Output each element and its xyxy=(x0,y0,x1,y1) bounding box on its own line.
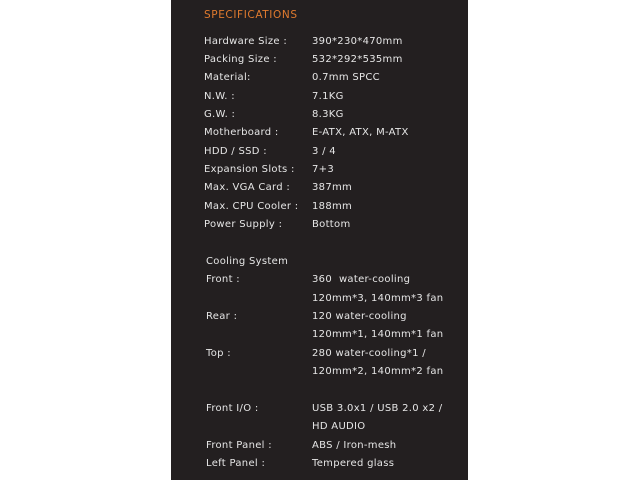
spec-label: Expansion Slots : xyxy=(204,164,295,175)
cooling-row-front-cont xyxy=(171,290,468,308)
spec-value: 3 / 4 xyxy=(312,146,336,157)
specifications-panel xyxy=(171,0,468,480)
spec-label: Rear : xyxy=(206,311,238,322)
spec-row-nw xyxy=(171,88,468,106)
io-row-front-io xyxy=(171,400,468,418)
spec-value: 387mm xyxy=(312,182,353,193)
spec-label: Packing Size : xyxy=(204,54,277,65)
cooling-row-top-cont xyxy=(171,363,468,381)
cooling-heading: Cooling System xyxy=(206,256,289,267)
spec-label: Front Panel : xyxy=(206,440,272,451)
spec-label: N.W. : xyxy=(204,91,235,102)
cooling-row-rear-cont xyxy=(171,326,468,344)
spec-value: 390*230*470mm xyxy=(312,36,403,47)
spec-value: 280 water-cooling*1 / xyxy=(312,348,426,359)
spec-label: Max. VGA Card : xyxy=(204,182,291,193)
spec-row-packing-size xyxy=(171,51,468,69)
spec-label: Power Supply : xyxy=(204,219,283,230)
spec-value: Bottom xyxy=(312,219,351,230)
cooling-row-rear xyxy=(171,308,468,326)
spec-value: USB 3.0x1 / USB 2.0 x2 / xyxy=(312,403,443,414)
spec-value: 0.7mm SPCC xyxy=(312,72,380,83)
spec-label: Motherboard : xyxy=(204,127,279,138)
spec-value: Tempered glass xyxy=(312,458,395,469)
spec-value: 360 water-cooling xyxy=(312,274,411,285)
spec-row-max-vga-card xyxy=(171,179,468,197)
spec-row-expansion-slots xyxy=(171,161,468,179)
spec-label: Front I/O : xyxy=(206,403,259,414)
spec-value: 8.3KG xyxy=(312,109,344,120)
spec-value: 120 water-cooling xyxy=(312,311,407,322)
spec-row-hardware-size xyxy=(171,33,468,51)
spec-label: Top : xyxy=(206,348,231,359)
spec-value: E-ATX, ATX, M-ATX xyxy=(312,127,409,138)
spec-value: HD AUDIO xyxy=(312,421,366,432)
spec-label: HDD / SSD : xyxy=(204,146,267,157)
spec-value: 120mm*2, 140mm*2 fan xyxy=(312,366,444,377)
spec-label: Left Panel : xyxy=(206,458,266,469)
spec-label: Hardware Size : xyxy=(204,36,288,47)
io-row-front-io-cont xyxy=(171,418,468,436)
spec-label: Front : xyxy=(206,274,240,285)
spec-row-gw xyxy=(171,106,468,124)
io-row-front-panel xyxy=(171,437,468,455)
cooling-row-top xyxy=(171,345,468,363)
spec-value: 7.1KG xyxy=(312,91,344,102)
spec-row-material xyxy=(171,69,468,87)
section-title: SPECIFICATIONS xyxy=(204,9,298,21)
spec-row-hdd-ssd xyxy=(171,143,468,161)
spec-value: 532*292*535mm xyxy=(312,54,403,65)
cooling-heading-row xyxy=(171,253,468,271)
spec-row-motherboard xyxy=(171,124,468,142)
spec-row-max-cpu-cooler xyxy=(171,198,468,216)
spec-value: 120mm*3, 140mm*3 fan xyxy=(312,293,444,304)
spec-row-power-supply xyxy=(171,216,468,234)
spec-value: 7+3 xyxy=(312,164,335,175)
io-row-left-panel xyxy=(171,455,468,473)
spec-label: Max. CPU Cooler : xyxy=(204,201,299,212)
spec-value: ABS / Iron-mesh xyxy=(312,440,397,451)
cooling-row-front xyxy=(171,271,468,289)
spec-label: Material: xyxy=(204,72,251,83)
spec-value: 188mm xyxy=(312,201,353,212)
spec-value: 120mm*1, 140mm*1 fan xyxy=(312,329,444,340)
spec-label: G.W. : xyxy=(204,109,236,120)
